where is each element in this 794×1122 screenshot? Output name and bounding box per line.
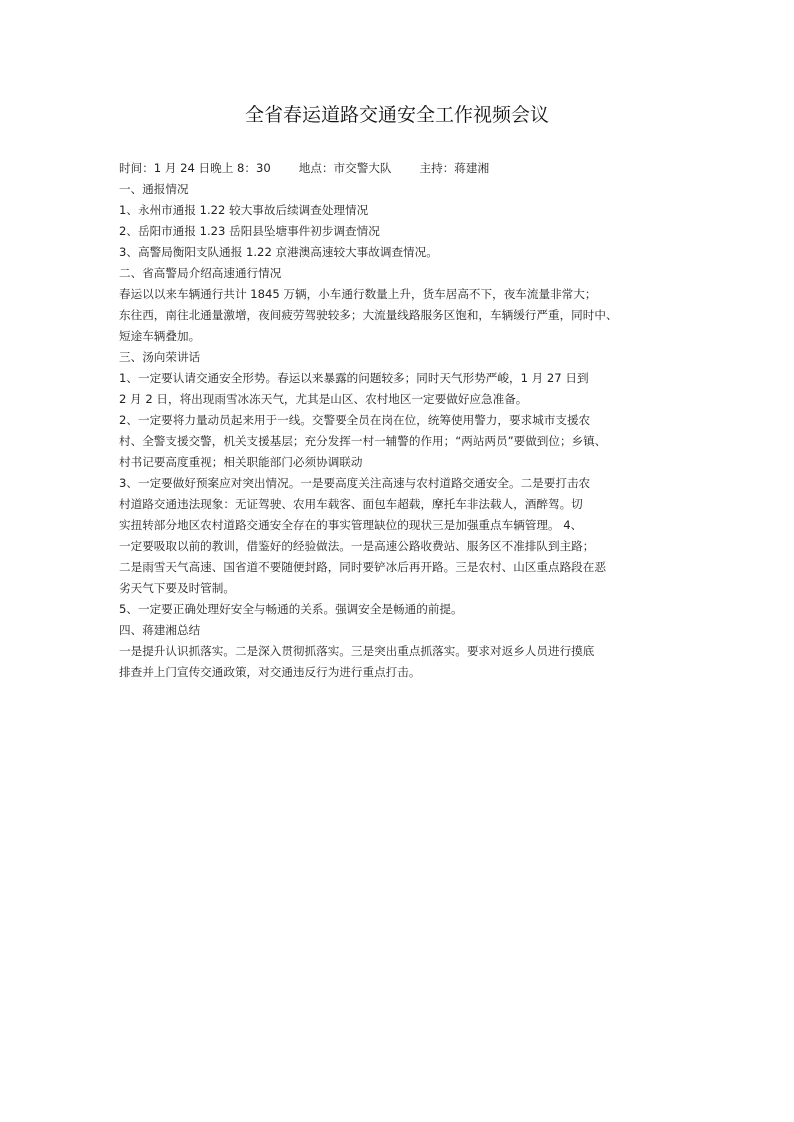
body-line: 村、全警支援交警，机关支援基层；充分发挥一村一辅警的作用；“两站两员”要做到位；乡镇、 <box>119 434 607 448</box>
body-line: 二是雨雪天气高速、国省道不要随便封路，同时要铲冰后再开路。三是农村、山区重点路段在恶 <box>119 560 606 574</box>
body-line: 东往西，南往北通量激增，夜间疲劳驾驶较多；大流量线路服务区饱和，车辆缓行严重，同时中、 <box>119 308 618 322</box>
body-line: 春运以以来车辆通行共计 1845 万辆，小车通行数量上升，货车居高不下，夜车流量非常大； <box>119 287 597 301</box>
body-line: 村书记要高度重视；相关职能部门必须协调联动 <box>119 455 363 469</box>
body-line: 1、永州市通报 1.22 较大事故后续调查处理情况 <box>119 203 369 217</box>
body-line: 1、一定要认请交通安全形势。春运以来暴露的问题较多；同时天气形势严峻，1 月 27 日到 <box>119 371 589 385</box>
body-line: 村道路交通违法现象：无证驾驶、农用车载客、面包车超载，摩托车非法载人，酒醉驾。切 <box>119 497 583 511</box>
document-title: 全省春运道路交通安全工作视频会议 <box>244 104 549 126</box>
body-line: 一是提升认识抓落实。二是深入贯彻抓落实。三是突出重点抓落实。要求对返乡人员进行摸底 <box>119 644 595 658</box>
meeting-host: 主持：蒋建湘 <box>419 161 490 175</box>
meeting-time: 时间：1 月 24 日晚上 8：30 <box>119 161 271 175</box>
meta-line <box>119 158 689 179</box>
section-heading: 三、汤向荣讲话 <box>119 350 201 364</box>
body-line: 实扭转部分地区农村道路交通安全存在的事实管理缺位的现状三是加强重点车辆管理。 4、 <box>119 518 583 532</box>
body-line: 2、一定要将力量动员起来用于一线。交警要全员在岗在位，统筹使用警力，要求城市支援农 <box>119 413 591 427</box>
body-line: 2、岳阳市通报 1.23 岳阳县坠塘事件初步调查情况 <box>119 224 380 238</box>
body-line: 一定要吸取以前的教训，借鉴好的经验做法。一是高速公路收费站、服务区不准排队到主路； <box>119 539 595 553</box>
document-body <box>119 158 689 683</box>
body-line: 短途车辆叠加。 <box>119 329 201 343</box>
section-heading: 四、蒋建湘总结 <box>119 623 201 637</box>
section-heading: 一、通报情况 <box>119 182 189 196</box>
body-line: 3、高警局衡阳支队通报 1.22 京港澳高速较大事故调查情况。 <box>119 245 438 259</box>
body-line: 劣天气下要及时管制。 <box>119 581 235 595</box>
body-line: 3、一定要做好预案应对突出情况。一是要高度关注高速与农村道路交通安全。二是要打击农 <box>119 476 591 490</box>
meeting-place: 地点：市交警大队 <box>298 161 392 175</box>
body-line: 排查并上门宣传交通政策，对交通违反行为进行重点打击。 <box>119 665 421 679</box>
body-line: 5、一定要正确处理好安全与畅通的关系。强调安全是畅通的前提。 <box>119 602 463 616</box>
section-heading: 二、省高警局介绍高速通行情况 <box>119 266 282 280</box>
body-line: 2 月 2 日，将出现雨雪冰冻天气，尤其是山区、农村地区一定要做好应急准备。 <box>119 392 528 406</box>
